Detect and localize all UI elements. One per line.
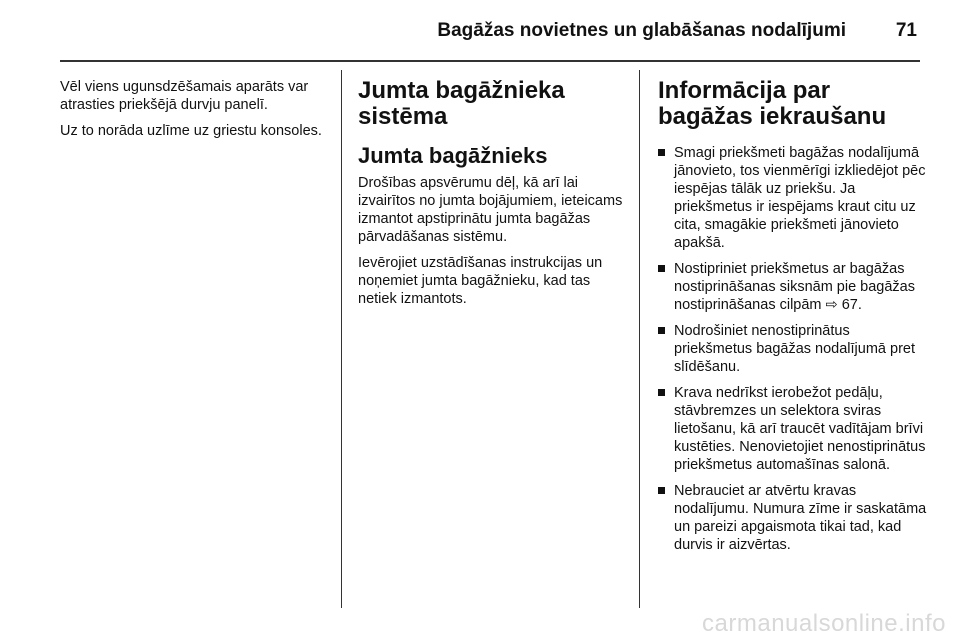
list-item: [658, 384, 928, 474]
page-header: [0, 14, 960, 54]
header-rule: [60, 60, 920, 62]
column-right: [658, 78, 928, 562]
bullet-square-icon: [658, 149, 665, 156]
watermark: carmanualsonline.info: [702, 610, 946, 637]
list-item-text: Nodrošiniet nenostiprinātus priekšmetus bagāžas nodalījumā pret slīdēšanu.: [674, 323, 915, 375]
list-item-text: Krava nedrīkst ierobežot pedāļu, stāvbremzes un selektora sviras lietošanu, kā arī traucēt vadītājam brīvi kustēties. Nenovietojiet nenostiprinātus priekšmetus automašīnas salonā.: [674, 385, 926, 473]
list-item: [658, 482, 928, 554]
bullet-list: [658, 144, 928, 554]
column-divider: [639, 70, 640, 608]
paragraph: Uz to norāda uzlīme uz griestu konsoles.: [60, 123, 322, 139]
column-divider: [341, 70, 342, 608]
page-title: Bagāžas novietnes un glabāšanas nodalījumi: [437, 20, 846, 41]
list-item-text: Nostipriniet priekšmetus ar bagāžas nostiprināšanas siksnām pie bagāžas nostiprināšanas cilpām ⇨ 67.: [674, 261, 915, 313]
bullet-square-icon: [658, 265, 665, 272]
list-item: [658, 144, 928, 252]
bullet-square-icon: [658, 487, 665, 494]
subsection-heading: Jumta bagāžnieks: [358, 143, 548, 168]
paragraph: Vēl viens ugunsdzēšamais aparāts var atrasties priekšējā durvju panelī.: [60, 79, 309, 113]
section-heading: Jumta bagāžnieka sistēma: [358, 77, 565, 130]
bullet-square-icon: [658, 327, 665, 334]
paragraph: Ievērojiet uzstādīšanas instrukcijas un noņemiet jumta bagāžnieku, kad tas netiek izmantots.: [358, 255, 603, 307]
page-number: 71: [895, 20, 917, 41]
list-item-text: Nebrauciet ar atvērtu kravas nodalījumu. Numura zīme ir saskatāma un pareizi apgaismota tikai tad, kad durvis ir aizvērtas.: [674, 483, 927, 553]
list-item: [658, 260, 928, 314]
list-item-text: Smagi priekšmeti bagāžas nodalījumā jānovieto, tos vienmērīgi izkliedējot pēc iespējas tālāk uz priekšu. Ja priekšmetus ir iespējams kraut citu uz cita, smagākie priekšmeti jānovieto apakšā.: [674, 145, 926, 251]
column-left: [60, 78, 322, 148]
paragraph: Drošības apsvērumu dēļ, kā arī lai izvairītos no jumta bojājumiem, ieteicams izmantot apstiprinātu jumta bagāžas pārvadāšanas sistēmu.: [358, 175, 623, 245]
list-item: [658, 322, 928, 376]
section-heading: Informācija par bagāžas iekraušanu: [658, 77, 887, 130]
bullet-square-icon: [658, 389, 665, 396]
column-middle: [358, 78, 628, 316]
